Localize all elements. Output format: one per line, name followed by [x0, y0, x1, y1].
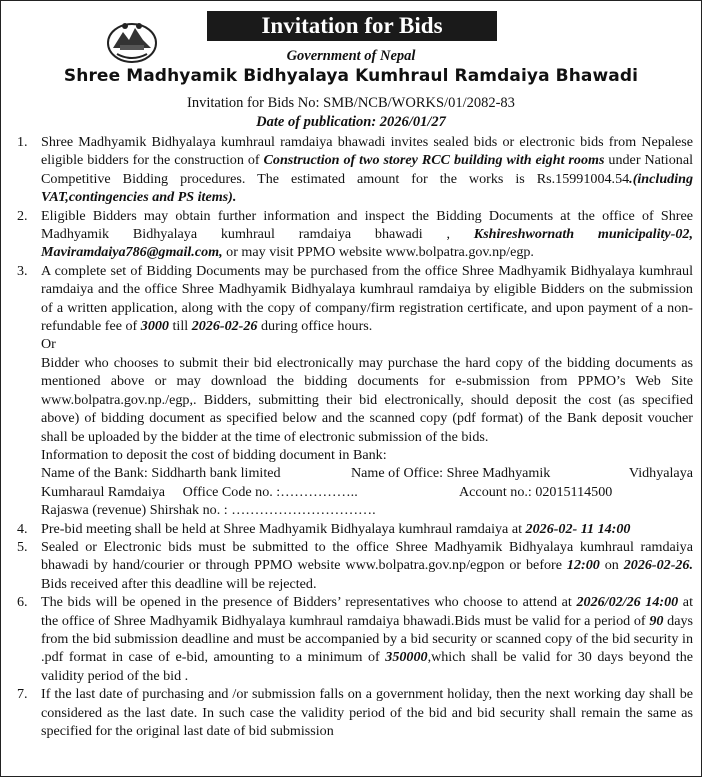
- clause-1-text: [41, 134, 693, 205]
- bid-clauses-list: [15, 133, 693, 740]
- text-run: Shree Madhyamik Bidhyalaya kumhraul ramdaiya bhawadi: [41, 134, 386, 150]
- clause-5: 5. Sealed or Electronic bids must be submitted to the office Shree Madhyamik Bidhyalaya kumhraul ramdaiya bhawadi by hand/courier or through PPMO website www.bolpatra.gov.np/egpon or before 12:00 on 2026-02-26. Bids received after this deadline will be rejected.: [17, 538, 694, 592]
- text-run: Shree Madhyamik Bidhyalaya kumhraul ramdaiya: [41, 262, 693, 298]
- clause-3: 3. A complete set of Bidding Documents may be purchased from the office Shree Madhyamik Bidhyalaya kumhraul ramdaiya and the office Shree Madhyamik Bidhyalaya kumhraul ramdaiya by eligible Bidders on the submission of a written application, along with the copy of company/firm registration certificate, and upon payment of a non-refundable fee of 3000 till 2026-02-26 during office hours. Or Bidder who chooses to submit their bid electronically may purchase the hard copy of the bidding documents as mentioned above or may download the bidding documents for e-submission from PPMO’s Web Site www.bolpatra.gov.np./egp,. Bidders, submitting their bid electronically, should deposit the cost (as specified above) of bidding document as specified below and the scanned copy (pdf format) of the Bank deposit voucher shall be uploaded by the bidder at the time of electronic submission of the bids. Information to deposit the cost of bidding document in Bank: Name of the Bank: Siddharth bank limited Name of Office: Shree Madhyamik Vidhyalaya Kumharaul Ramdaiya Office Code no. :…………….. Account no.: 02015114500 Rajaswa (revenue) Shirshak no. : ………………………….: [17, 262, 693, 519]
- revenue-shirshak: Rajaswa (revenue) Shirshak no. : ………………………….: [41, 502, 376, 519]
- office-name-2: Vidhyalaya: [628, 465, 693, 482]
- text-run: 12:00: [566, 557, 600, 574]
- text-run: Eligible Bidders may obtain further information and inspect the Bidding Documents at the office of: [41, 207, 661, 224]
- text-run: during office hours.: [257, 318, 373, 335]
- text-run: Shree Madhyamik Bidhyalaya kumhraul ramdaiya bhawadi: [41, 207, 693, 243]
- text-run: 2026-02-26.: [623, 557, 694, 574]
- text-run: Bids must be valid for a period of: [454, 612, 650, 629]
- clause-6-text: [41, 594, 693, 684]
- clause-7-text: [41, 686, 693, 739]
- office-name: Name of Office: Shree Madhyamik: [351, 465, 551, 482]
- text-run: .(including VAT,contingencies and PS items).: [41, 170, 693, 206]
- clause-7: 7. If the last date of purchasing and /or submission falls on a government holiday, then the next working day shall be considered as the last date. In such case the validity period of the bid and bid security shall remain the same as specified for the original last date of bid submission: [17, 686, 693, 739]
- text-run: on: [599, 557, 624, 574]
- text-run: Kshireshwornath municipality-02, Maviramdaiya786@gmail.com,: [41, 226, 693, 261]
- school-name: Shree Madhyamik Bidhyalaya Kumhraul Ramdaiya Bhawadi: [63, 66, 639, 86]
- text-run: till: [168, 318, 192, 335]
- bank-name: Name of the Bank: Siddharth bank limited: [41, 465, 281, 482]
- text-run: or may visit PPMO website www.bolpatra.gov.np/egp.: [222, 244, 534, 261]
- text-run: Construction of two storey RCC building with eight rooms: [263, 152, 605, 169]
- clause-4-text: [41, 521, 630, 537]
- clause-3-electronic: Bidder who chooses to submit their bid electronically may purchase the hard copy of the bidding documents as mentioned above or may download the bidding documents for e-submission from PPMO’s Web Site www.bolpatra.gov.np./egp,. Bidders, submitting their bid electronically, should deposit the cost (as specified above) of bidding document as specified below and the scanned copy (pdf format) of the Bank deposit voucher shall be uploaded by the bidder at the time of electronic submission of the bids.: [41, 354, 693, 445]
- bank-row-2: [41, 483, 693, 501]
- clause-2-text: [41, 208, 693, 261]
- text-run: 3000: [140, 318, 169, 335]
- clause-1: 1. Shree Madhyamik Bidhyalaya kumhraul ramdaiya bhawadi invites sealed bids or electronic bids from Nepalese eligible bidders for the construction of Construction of two storey RCC building with eight rooms under National Competitive Bidding procedures. The estimated amount for the works is Rs.15991004.54.(including VAT,contingencies and PS items).: [17, 134, 694, 206]
- text-run: 350000: [385, 649, 428, 666]
- text-run: A complete set of Bidding Documents may be purchased from the office: [41, 262, 462, 279]
- clause-4: 4. Pre-bid meeting shall be held at Shree Madhyamik Bidhyalaya kumhraul ramdaiya at 2026-02- 11 14:00: [17, 520, 631, 537]
- bid-number: Invitation for Bids No: SMB/NCB/WORKS/01/2082-83: [187, 95, 515, 111]
- clause-3-or: Or: [41, 336, 56, 353]
- text-run: 2026-02- 11 14:00: [525, 520, 631, 537]
- text-run: and the office: [93, 281, 182, 298]
- clause-2: 2. Eligible Bidders may obtain further information and inspect the Bidding Documents at the office of Shree Madhyamik Bidhyalaya kumhraul ramdaiya bhawadi , Kshireshwornath municipality-02, Maviramdaiya786@gmail.com, or may visit PPMO website www.bolpatra.gov.np/egp.: [17, 207, 693, 261]
- text-run: Shree Madhyamik Bidhyalaya kumhraul ramdaiya bhawadi: [41, 538, 693, 574]
- account-no: Account no.: 02015114500: [459, 483, 613, 500]
- text-run: Pre-bid meeting shall be held at: [41, 520, 224, 537]
- banner-title: Invitation for Bids: [207, 11, 497, 41]
- text-run: at: [508, 520, 526, 537]
- text-run: days from the bid submission deadline and must be accompanied by a bid security or scanned copy of the bid security in .pdf format in case of e-bid, amounting to a minimum of: [41, 612, 693, 666]
- office-code: Office Code no. :……………..: [182, 483, 358, 500]
- text-run: invites sealed bids or electronic bids from Nepalese eligible bidders for the construction of: [41, 134, 694, 169]
- text-run: The bids will be opened in the presence of Bidders’ representatives who choose to attend at: [41, 594, 577, 611]
- text-run: by hand/courier or through PPMO website www.bolpatra.gov.np/egpon or before: [88, 557, 567, 574]
- text-run: Shree Madhyamik Bidhyalaya kumhraul ramdaiya bhawadi.: [113, 612, 455, 629]
- text-run: 2026/02/26 14:00: [576, 594, 679, 611]
- text-run: Sealed or Electronic bids must be submitted to the office: [41, 538, 396, 555]
- text-run: under National Competitive Bidding procedures. The estimated amount for the works is Rs.15991004.54: [41, 152, 693, 187]
- text-run: Shree Madhyamik Bidhyalaya kumhraul ramdaiya: [223, 520, 509, 537]
- text-run: If the last date of purchasing and /or submission falls on a government holiday, then the next working day shall be considered as the last date. In such case the validity period of the bid and bid security shall remain the same as specified for the original last date of bid submission: [41, 686, 693, 739]
- government-line: Government of Nepal: [286, 48, 416, 64]
- text-run: .: [184, 667, 189, 684]
- text-run: 90: [649, 612, 664, 629]
- text-run: by eligible Bidders on the submission of a written application, along with the copy of company/firm registration certificate, and upon payment of a non-refundable fee of: [41, 281, 693, 335]
- clause-5-text: [41, 539, 693, 592]
- bank-row-1: [41, 464, 693, 482]
- clause-3-text: [41, 262, 693, 336]
- text-run: Bids received after this deadline will be rejected.: [41, 575, 317, 592]
- text-run: Shree Madhyamik Bidhyalaya kumhraul ramdaiya: [181, 281, 471, 298]
- text-run: ,which shall be valid for 30 days beyond the validity period of the bid: [41, 649, 693, 684]
- clause-6: 6. The bids will be opened in the presence of Bidders’ representatives who choose to attend at 2026/02/26 14:00 at the office of Shree Madhyamik Bidhyalaya kumhraul ramdaiya bhawadi.Bids must be valid for a period of 90 days from the bid submission deadline and must be accompanied by a bid security or scanned copy of the bid security in .pdf format in case of e-bid, amounting to a minimum of 350000,which shall be valid for 30 days beyond the validity period of the bid .: [17, 594, 693, 684]
- bank-info-heading: Information to deposit the cost of bidding document in Bank:: [41, 446, 387, 463]
- office-name-3: Kumharaul Ramdaiya: [41, 483, 166, 500]
- text-run: ,: [422, 226, 474, 243]
- text-run: at the office of: [41, 594, 693, 629]
- publication-date: Date of publication: 2026/01/27: [256, 114, 446, 130]
- text-run: 2026-02-26: [191, 318, 258, 335]
